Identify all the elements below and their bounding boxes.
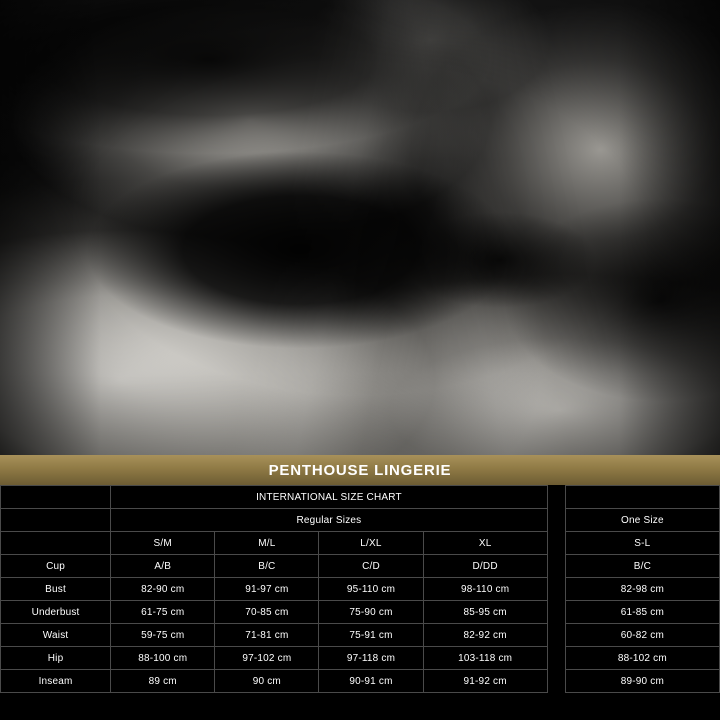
table-row [1, 601, 720, 624]
international-size-chart [0, 485, 720, 720]
cell-underbust-sl: 61-85 cm [565, 601, 719, 624]
cell-inseam-xl: 91-92 cm [423, 670, 547, 693]
size-header-sl: S-L [565, 532, 719, 555]
group-header-regular: Regular Sizes [111, 509, 548, 532]
table-row [1, 578, 720, 601]
brand-title: PENTHOUSE LINGERIE [268, 461, 452, 479]
row-label-underbust: Underbust [1, 601, 111, 624]
gap-cell-r5 [547, 647, 565, 670]
cell-cup-lxl: C/D [319, 555, 423, 578]
cell-hip-ml: 97-102 cm [215, 647, 319, 670]
section-title-spillover [565, 486, 719, 509]
size-table [0, 485, 720, 693]
cell-hip-sl: 88-102 cm [565, 647, 719, 670]
corner-cell-2 [1, 509, 111, 532]
cell-underbust-lxl: 75-90 cm [319, 601, 423, 624]
cell-inseam-sl: 89-90 cm [565, 670, 719, 693]
cell-waist-sm: 59-75 cm [111, 624, 215, 647]
gap-cell-r1 [547, 555, 565, 578]
table-row-size-headers [1, 532, 720, 555]
cell-waist-ml: 71-81 cm [215, 624, 319, 647]
gap-cell-3 [547, 532, 565, 555]
gap-cell-r4 [547, 624, 565, 647]
table-row [1, 670, 720, 693]
cell-cup-sl: B/C [565, 555, 719, 578]
cell-waist-lxl: 75-91 cm [319, 624, 423, 647]
corner-cell [1, 486, 111, 509]
table-row-section-title [1, 486, 720, 509]
cell-cup-ml: B/C [215, 555, 319, 578]
section-title: INTERNATIONAL SIZE CHART [111, 486, 548, 509]
gap-cell-r6 [547, 670, 565, 693]
size-header-lxl: L/XL [319, 532, 423, 555]
row-label-cup: Cup [1, 555, 111, 578]
size-header-ml: M/L [215, 532, 319, 555]
cell-hip-xl: 103-118 cm [423, 647, 547, 670]
cell-hip-lxl: 97-118 cm [319, 647, 423, 670]
gap-cell-2 [547, 509, 565, 532]
cell-bust-xl: 98-110 cm [423, 578, 547, 601]
cell-bust-sm: 82-90 cm [111, 578, 215, 601]
group-header-one-size: One Size [565, 509, 719, 532]
corner-cell-3 [1, 532, 111, 555]
gap-cell [547, 486, 565, 509]
table-row [1, 555, 720, 578]
cell-inseam-sm: 89 cm [111, 670, 215, 693]
row-label-inseam: Inseam [1, 670, 111, 693]
gap-cell-r2 [547, 578, 565, 601]
cell-underbust-ml: 70-85 cm [215, 601, 319, 624]
cell-bust-lxl: 95-110 cm [319, 578, 423, 601]
cell-cup-sm: A/B [111, 555, 215, 578]
row-label-hip: Hip [1, 647, 111, 670]
row-label-bust: Bust [1, 578, 111, 601]
cell-inseam-lxl: 90-91 cm [319, 670, 423, 693]
cell-hip-sm: 88-100 cm [111, 647, 215, 670]
table-row [1, 647, 720, 670]
brand-banner [0, 455, 720, 485]
table-row [1, 624, 720, 647]
size-header-xl: XL [423, 532, 547, 555]
cell-waist-sl: 60-82 cm [565, 624, 719, 647]
table-row-groups [1, 509, 720, 532]
row-label-waist: Waist [1, 624, 111, 647]
gap-cell-r3 [547, 601, 565, 624]
cell-inseam-ml: 90 cm [215, 670, 319, 693]
cell-underbust-xl: 85-95 cm [423, 601, 547, 624]
cell-bust-sl: 82-98 cm [565, 578, 719, 601]
cell-waist-xl: 82-92 cm [423, 624, 547, 647]
cell-cup-xl: D/DD [423, 555, 547, 578]
size-header-sm: S/M [111, 532, 215, 555]
cell-bust-ml: 91-97 cm [215, 578, 319, 601]
cell-underbust-sm: 61-75 cm [111, 601, 215, 624]
